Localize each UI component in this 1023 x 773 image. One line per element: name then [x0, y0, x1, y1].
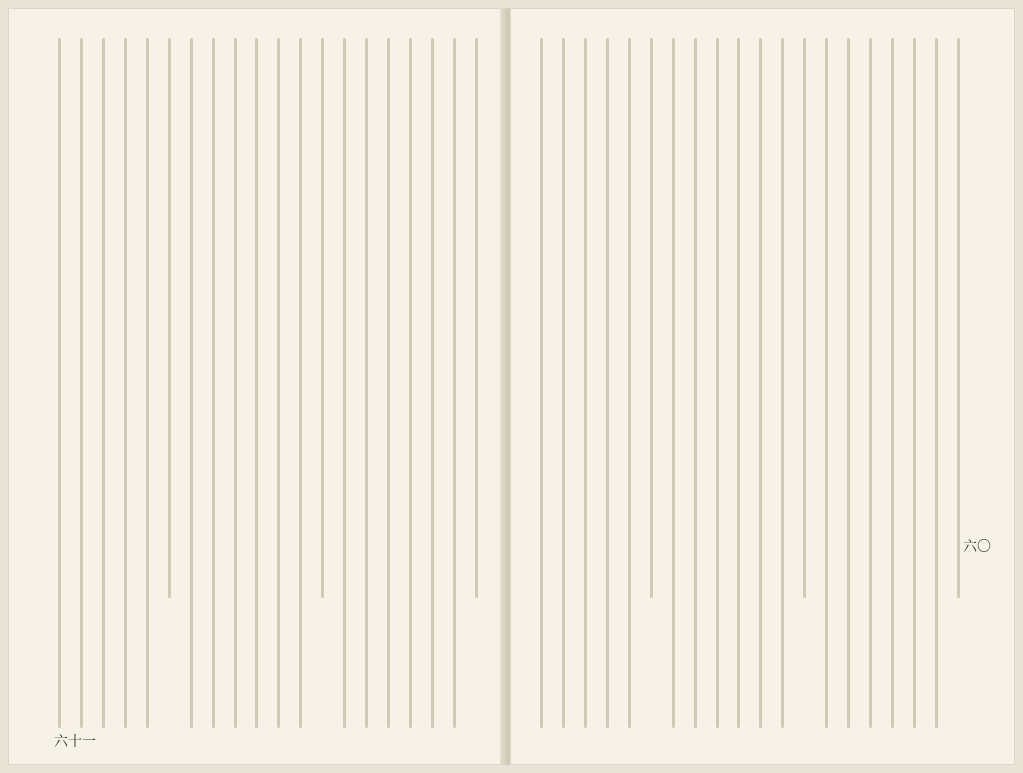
left-text-columns: [58, 38, 478, 728]
text-column-placeholder: [387, 38, 390, 728]
text-column-placeholder: [628, 38, 631, 728]
text-column-placeholder: [694, 38, 697, 728]
text-column-placeholder: [343, 38, 346, 728]
text-column-placeholder: [803, 38, 806, 598]
text-column-placeholder: [716, 38, 719, 728]
text-column-placeholder: [606, 38, 609, 728]
text-column-placeholder: [58, 38, 61, 728]
text-column-placeholder: [562, 38, 565, 728]
right-page-number: 六〇: [963, 539, 991, 555]
text-column-placeholder: [102, 38, 105, 728]
text-column-placeholder: [277, 38, 280, 728]
text-column-placeholder: [321, 38, 324, 598]
text-column-placeholder: [737, 38, 740, 728]
text-column-placeholder: [913, 38, 916, 728]
text-column-placeholder: [255, 38, 258, 728]
text-column-placeholder: [453, 38, 456, 728]
text-column-placeholder: [80, 38, 83, 728]
text-column-placeholder: [168, 38, 171, 598]
left-page: [8, 8, 506, 765]
text-column-placeholder: [365, 38, 368, 728]
text-column-placeholder: [672, 38, 675, 728]
text-column-placeholder: [431, 38, 434, 728]
text-column-placeholder: [212, 38, 215, 728]
right-page: [510, 8, 1015, 765]
left-page-number: 六十一: [54, 734, 96, 750]
text-column-placeholder: [650, 38, 653, 598]
text-column-placeholder: [935, 38, 938, 728]
text-column-placeholder: [299, 38, 302, 728]
text-column-placeholder: [190, 38, 193, 728]
right-text-columns: [540, 38, 960, 728]
text-column-placeholder: [146, 38, 149, 728]
text-column-placeholder: [825, 38, 828, 728]
text-column-placeholder: [891, 38, 894, 728]
text-column-placeholder: [584, 38, 587, 728]
text-column-placeholder: [781, 38, 784, 728]
text-column-placeholder: [540, 38, 543, 728]
text-column-placeholder: [957, 38, 960, 598]
text-column-placeholder: [475, 38, 478, 598]
text-column-placeholder: [847, 38, 850, 728]
text-column-placeholder: [409, 38, 412, 728]
text-column-placeholder: [234, 38, 237, 728]
text-column-placeholder: [124, 38, 127, 728]
text-column-placeholder: [869, 38, 872, 728]
text-column-placeholder: [759, 38, 762, 728]
